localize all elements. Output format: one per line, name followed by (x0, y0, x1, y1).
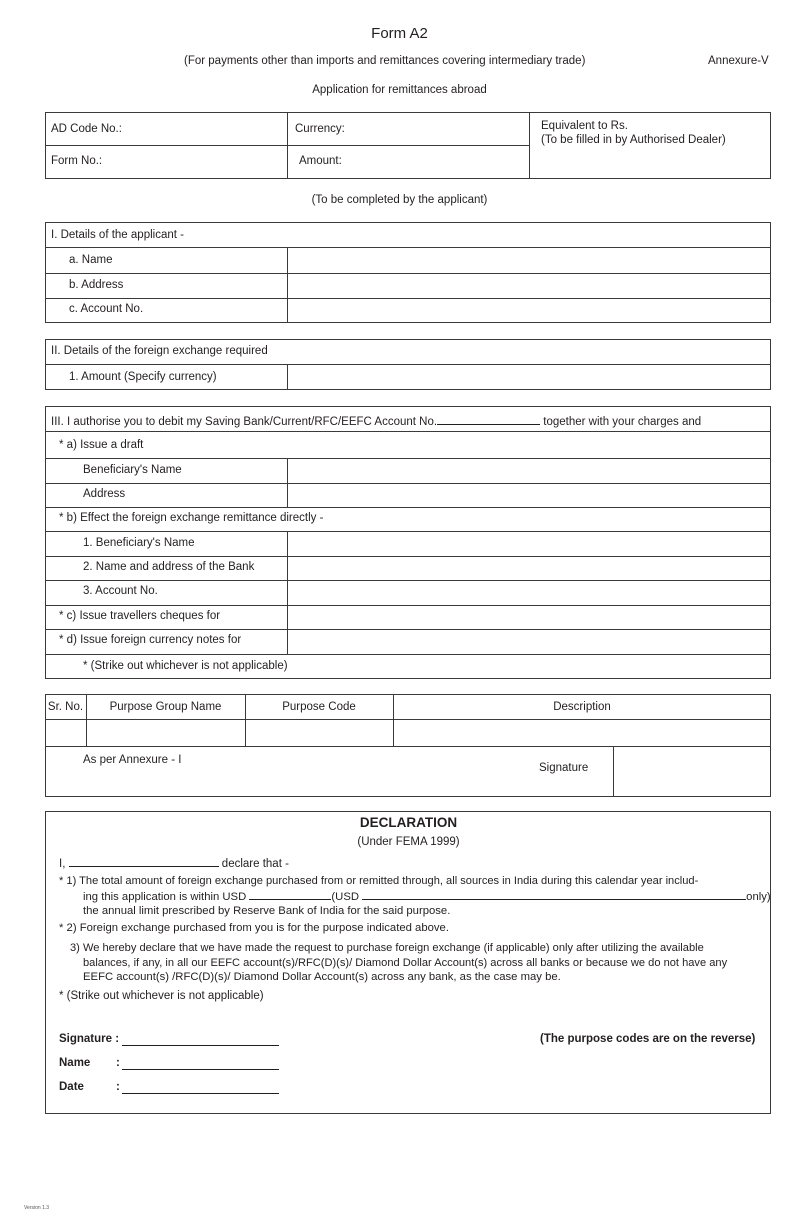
declarant-line: I, declare that - (59, 858, 289, 870)
date-colon: : (116, 1081, 120, 1093)
draft-address-label: Address (83, 488, 126, 500)
col-purpose-group: Purpose Group Name (109, 701, 222, 713)
declaration-strike-note: * (Strike out whichever is not applicable) (59, 990, 264, 1002)
annexure-label: Annexure-V (708, 55, 769, 67)
name-colon: : (116, 1057, 120, 1069)
signature-line[interactable] (122, 1045, 279, 1046)
form-no-label: Form No.: (51, 155, 103, 167)
travellers-cheques-label: * c) Issue travellers cheques for (59, 610, 221, 622)
name-label: Name (59, 1057, 91, 1069)
section3-title: III. I authorise you to debit my Saving Bank/Current/RFC/EEFC Account No. together with your charges and (51, 416, 702, 428)
version-label: Version 1.3 (24, 1205, 50, 1211)
declaration-point-1: * 1) The total amount of foreign exchange purchased from or remitted through, all sources in India during this calendar year includ- ing this application is within USD (USD only) the annual limit prescribed by Reserve Bank of India for the said purpose. (59, 875, 771, 917)
section2-title: II. Details of the foreign exchange required (51, 345, 268, 357)
col-description: Description (553, 701, 611, 713)
declaration-point-2: * 2) Foreign exchange purchased from you is for the purpose indicated above. (59, 922, 449, 934)
date-label: Date (59, 1081, 84, 1093)
signature-label: Signature : (59, 1033, 120, 1045)
applicant-name-label: a. Name (69, 254, 113, 266)
col-purpose-code: Purpose Code (282, 701, 356, 713)
issue-draft-label: * a) Issue a draft (59, 439, 144, 451)
currency-label: Currency: (295, 123, 345, 135)
purpose-signature-label: Signature (539, 762, 589, 774)
equivalent-label: Equivalent to Rs. (541, 120, 628, 132)
section1-title: I. Details of the applicant - (51, 229, 184, 241)
ad-code-label: AD Code No.: (51, 123, 122, 135)
fx-amount-label: 1. Amount (Specify currency) (69, 371, 217, 383)
amount-label: Amount: (299, 155, 342, 167)
name-line[interactable] (122, 1069, 279, 1070)
col-sr-no: Sr. No. (47, 701, 84, 713)
draft-beneficiary-label: Beneficiary's Name (83, 464, 182, 476)
application-title: Application for remittances abroad (312, 84, 487, 96)
remit-account-label: 3. Account No. (83, 585, 158, 597)
completed-note: (To be completed by the applicant) (311, 194, 488, 206)
currency-notes-label: * d) Issue foreign currency notes for (59, 634, 242, 646)
applicant-address-label: b. Address (69, 279, 124, 291)
declaration-title: DECLARATION (359, 815, 458, 830)
purpose-codes-note: (The purpose codes are on the reverse) (540, 1033, 756, 1045)
declaration-point-3: 3) We hereby declare that we have made the request to purchase foreign exchange (if applicable) only after utilizing the available balances, if any, in all our EEFC account(s)/RFC(D)(s)/ Diamond Dollar Account(s) across all banks or because we do not have any EEFC account(s) /RFC(D)(s)/ Diamond Dollar Account(s) across any bank, as the case may be. (70, 942, 728, 983)
remit-bank-label: 2. Name and address of the Bank (83, 561, 255, 573)
form-subtitle: (For payments other than imports and remittances covering intermediary trade) (184, 55, 586, 67)
applicant-account-label: c. Account No. (69, 303, 144, 315)
equivalent-note: (To be filled in by Authorised Dealer) (541, 134, 726, 146)
form-title: Form A2 (371, 25, 428, 42)
declaration-subtitle: (Under FEMA 1999) (357, 836, 460, 848)
remit-beneficiary-label: 1. Beneficiary's Name (83, 537, 195, 549)
strike-out-note: * (Strike out whichever is not applicable) (83, 660, 288, 672)
annexure-reference: As per Annexure - I (83, 754, 182, 766)
date-line[interactable] (122, 1093, 279, 1094)
direct-remittance-label: * b) Effect the foreign exchange remittance directly - (59, 512, 324, 524)
